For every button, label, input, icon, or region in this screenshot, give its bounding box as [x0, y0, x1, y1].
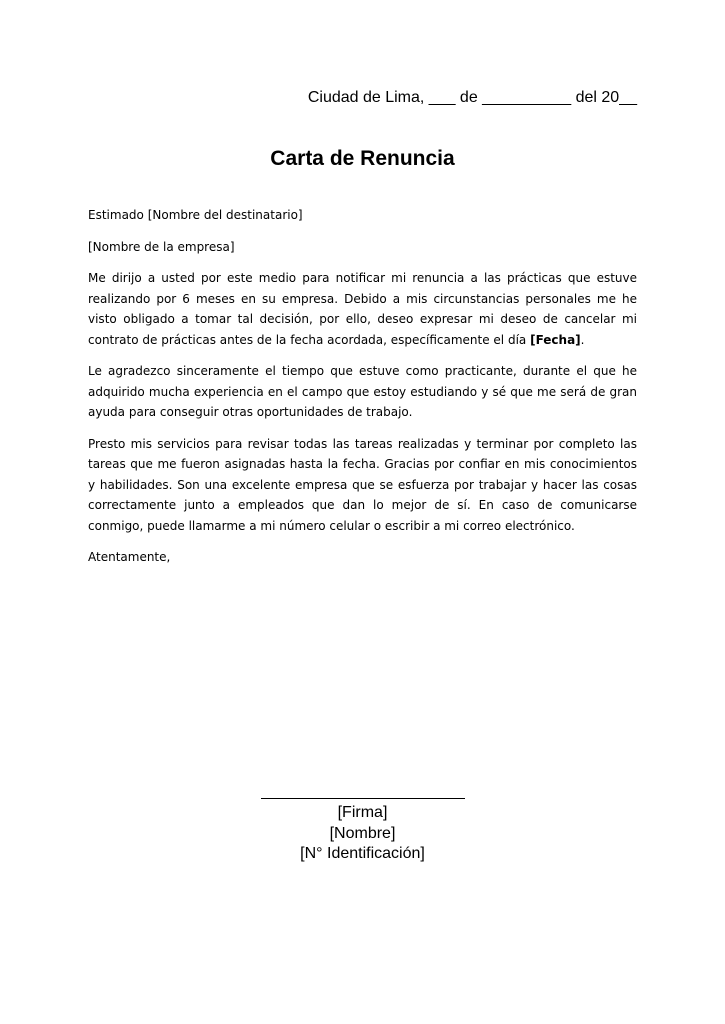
- paragraph-2: Le agradezco sinceramente el tiempo que estuve como practicante, durante el que he adquirido mucha experiencia en el campo que estoy estudiando y sé que me será de gran ayuda para conseguir otras oportunidades de trabajo.: [88, 364, 637, 419]
- signature-firma: [Firma]: [337, 804, 388, 821]
- letter-body: [88, 205, 637, 579]
- paragraph-1-text: Me dirijo a usted por este medio para notificar mi renuncia a las prácticas que estuve realizando por 6 meses en su empresa. Debido a mis circunstancias personales me he visto obligado a tomar tal decisión, por ello, deseo expresar mi deseo de cancelar mi contrato de prácticas antes de la fecha acordada, específicamente el día: [88, 271, 637, 347]
- date-placeholder: [Fecha]: [530, 332, 581, 347]
- signature-nombre: [Nombre]: [329, 824, 396, 842]
- company-name: [Nombre de la empresa]: [88, 239, 235, 254]
- page-title: Carta de Renuncia: [270, 147, 455, 170]
- paragraph-3: Presto mis servicios para revisar todas las tareas realizadas y terminar por completo las tareas que me fueron asignadas hasta la fecha. Gracias por confiar en mis conocimientos y habilidades. Son una excelente empresa que se esfuerza por trabajar y hacer las cosas correctamente junto a empleados que dan lo mejor de sí. En caso de comunicarse conmigo, puede llamarme a mi número celular o escribir a mi correo electrónico.: [88, 436, 637, 533]
- salutation: Estimado [Nombre del destinatario]: [88, 208, 303, 222]
- paragraph-1-end: .: [580, 332, 585, 347]
- paragraph-1: [88, 268, 637, 350]
- signature-identificacion: [N° Identificación]: [300, 845, 425, 862]
- signature-block: [0, 798, 725, 865]
- signature-line: [261, 798, 465, 799]
- date-line: Ciudad de Lima, ___ de __________ del 20__: [307, 89, 637, 106]
- closing: Atentamente,: [88, 550, 171, 564]
